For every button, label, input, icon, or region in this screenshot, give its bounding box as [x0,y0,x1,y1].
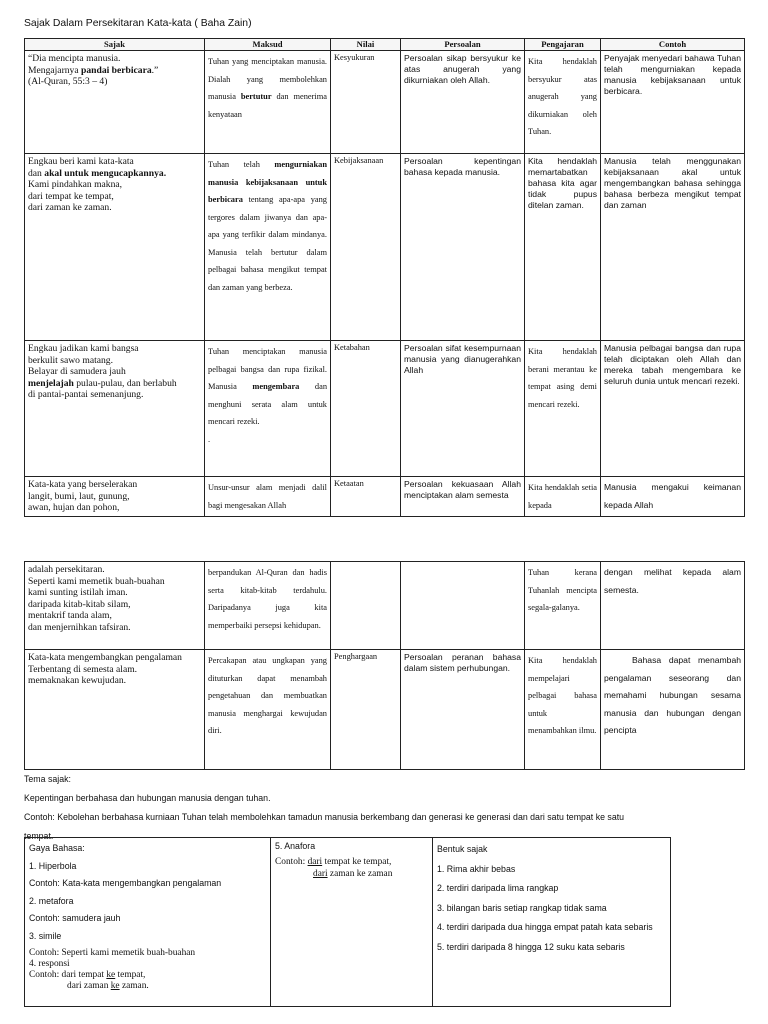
cell-contoh: dengan melihat kepada alam semesta. [601,562,745,650]
sajak-table-part2 [24,561,745,770]
cell-contoh: Bahasa dapat menambah pengalaman seseorang dan memahami hubungan sesama manusia dan hubungan dengan pencipta [601,650,745,770]
anafora-cell [271,838,433,1007]
table-row [25,562,745,650]
cell-contoh: Penyajak menyedari bahawa Tuhan telah mengurniakan kepada manusia kebijaksanaan untuk berbicara. [601,51,745,154]
bentuk-item-2: 2. terdiri daripada lima rangkap [437,883,559,893]
cell-nilai: Penghargaan [331,650,401,770]
cell-nilai: Ketaatan [331,477,401,517]
gaya-bahasa-cell [25,838,271,1007]
cell-nilai: Kebijaksanaan [331,154,401,341]
cell-persoalan: Persoalan kekuasaan Allah menciptakan alam semesta [401,477,525,517]
cell-maksud: Unsur-unsur alam menjadi dalil bagi mengesakan Allah [205,477,331,517]
cell-persoalan: Persoalan kepentingan bahasa kepada manusia. [401,154,525,341]
anafora-contoh-2: dari zaman ke zaman [313,869,393,879]
bentuk-item-1: 1. Rima akhir bebas [437,863,516,874]
cell-sajak: Kata-kata mengembangkan pengalaman Terbentang di semesta alam. memaknakan kewujudan. [25,650,205,770]
anafora-title: 5. Anafora [275,841,316,851]
gaya-item-2: 2. metafora [29,895,74,906]
gaya-contoh-4b: dari zaman ke zaman. [67,981,149,991]
gaya-item-4: 4. responsi [29,959,70,969]
cell-maksud: Percakapan atau ungkapan yang dituturkan dapat menambah pengetahuan dan membuatkan manusia menghargai kewujudan diri. [205,650,331,770]
cell-contoh: Manusia pelbagai bangsa dan rupa telah diciptakan oleh Allah dan mereka tabah mengembara ke seluruh dunia untuk mencari rezeki. [601,341,745,477]
cell-maksud: berpandukan Al-Quran dan hadis serta kitab-kitab terdahulu. Daripadanya juga kita memperbaiki persepsi kehidupan. [205,562,331,650]
header-pengajaran: Pengajaran [525,39,601,51]
cell-pengajaran: Kita hendaklah bersyukur atas anugerah yang dikurniakan oleh Tuhan. [525,51,601,154]
cell-nilai: Kesyukuran [331,51,401,154]
cell-maksud: Tuhan menciptakan manusia pelbagai bangsa dan rupa fizikal. Manusia mengembara dan menghuni serata alam untuk mencari rezeki. . [205,341,331,477]
cell-nilai [331,562,401,650]
header-maksud: Maksud [205,39,331,51]
document-title: Sajak Dalam Persekitaran Kata-kata ( Baha Zain) [24,18,252,29]
cell-sajak: Engkau beri kami kata-kata dan akal untuk mengucapkannya. Kami pindahkan makna, dari tempat ke tempat, dari zaman ke zaman. [25,154,205,341]
tema-label: Tema sajak: [24,774,71,784]
cell-persoalan [401,562,525,650]
cell-nilai: Ketabahan [331,341,401,477]
table-row [25,154,745,341]
table-header-row [25,39,745,51]
tema-text: Kepentingan berbahasa dan hubungan manusia dengan tuhan. [24,793,271,803]
tema-contoh: Contoh: Kebolehan berbahasa kurniaan Tuhan telah membolehkan tamadun manusia berkembang dan generasi ke generasi dan dari satu tempat ke satu [24,812,625,822]
gaya-title: Gaya Bahasa: [29,843,85,853]
gaya-contoh-2: Contoh: samudera jauh [29,913,121,923]
table-row [25,341,745,477]
cell-contoh: Manusia telah menggunakan kebijaksanaan akal untuk mengembangkan bahasa sehingga bahasa berbeza mengikut tempat dan zaman [601,154,745,341]
cell-persoalan: Persoalan sifat kesempurnaan manusia yang dianugerahkan Allah [401,341,525,477]
cell-pengajaran: Tuhan kerana Tuhanlah mencipta segala-galanya. [525,562,601,650]
gaya-contoh-4a: Contoh: dari tempat ke tempat, [29,970,146,980]
gaya-bahasa-box [24,837,671,1007]
table-row [25,650,745,770]
bentuk-item-5: 5. terdiri daripada 8 hingga 12 suku kata sebaris [437,941,625,952]
cell-pengajaran: Kita hendaklah memartabatkan bahasa kita agar tidak pupus ditelan zaman. [525,154,601,341]
tema-section [24,770,754,846]
tema-contoh-cont: tempat. [24,831,54,841]
cell-sajak: Kata-kata yang berselerakan langit, bumi, laut, gunung, awan, hujan dan pohon, [25,477,205,517]
cell-maksud: Tuhan telah mengurniakan manusia kebijaksanaan untuk berbicara tentang apa-apa yang tergores dalam jiwanya dan apa-apa yang terfikir dalam mindanya. Manusia telah bertutur dalam pelbagai bahasa mengikut tempat dan zaman yang berbeza. [205,154,331,341]
cell-sajak: Engkau jadikan kami bangsa berkulit sawo matang. Belayar di samudera jauh menjelajah pulau-pulau, dan berlabuh di pantai-pantai semenanjung. [25,341,205,477]
header-sajak: Sajak [25,39,205,51]
cell-persoalan: Persoalan sikap bersyukur ke atas anugerah yang dikurniakan oleh Allah. [401,51,525,154]
table-row [25,477,745,517]
bentuk-item-4: 4. terdiri daripada dua hingga empat patah kata sebaris [437,922,653,932]
header-persoalan: Persoalan [401,39,525,51]
gaya-item-3: 3. simile [29,930,62,941]
gaya-contoh-3: Contoh: Seperti kami memetik buah-buahan [29,948,196,958]
bentuk-item-3: 3. bilangan baris setiap rangkap tidak sama [437,902,607,913]
anafora-contoh-1: Contoh: dari tempat ke tempat, [275,857,392,867]
sajak-table-part1 [24,38,745,517]
bentuk-title: Bentuk sajak [437,844,488,854]
gaya-contoh-1: Contoh: Kata-kata mengembangkan pengalaman [29,878,222,888]
table-row [25,51,745,154]
cell-pengajaran: Kita hendaklah berani merantau ke tempat asing demi mencari rezeki. [525,341,601,477]
gaya-item-1: 1. Hiperbola [29,860,77,871]
cell-sajak: adalah persekitaran. Seperti kami memetik buah-buahan kami sunting istilah iman. daripada kitab-kitab silam, mentakrif tanda alam, dan menjernihkan tafsiran. [25,562,205,650]
cell-pengajaran: Kita hendaklah mempelajari pelbagai bahasa untuk menambahkan ilmu. [525,650,601,770]
cell-contoh: Manusia mengakui keimanan kepada Allah [601,477,745,517]
cell-maksud: Tuhan yang menciptakan manusia. Dialah yang membolehkan manusia bertutur dan menerima kenyataan [205,51,331,154]
cell-sajak: “Dia mencipta manusia. Mengajarnya pandai berbicara.” (Al-Quran, 55:3 – 4) [25,51,205,154]
bentuk-sajak-cell [433,838,671,1007]
cell-persoalan: Persoalan peranan bahasa dalam sistem perhubungan. [401,650,525,770]
cell-pengajaran: Kita hendaklah setia kepada [525,477,601,517]
header-contoh: Contoh [601,39,745,51]
header-nilai: Nilai [331,39,401,51]
